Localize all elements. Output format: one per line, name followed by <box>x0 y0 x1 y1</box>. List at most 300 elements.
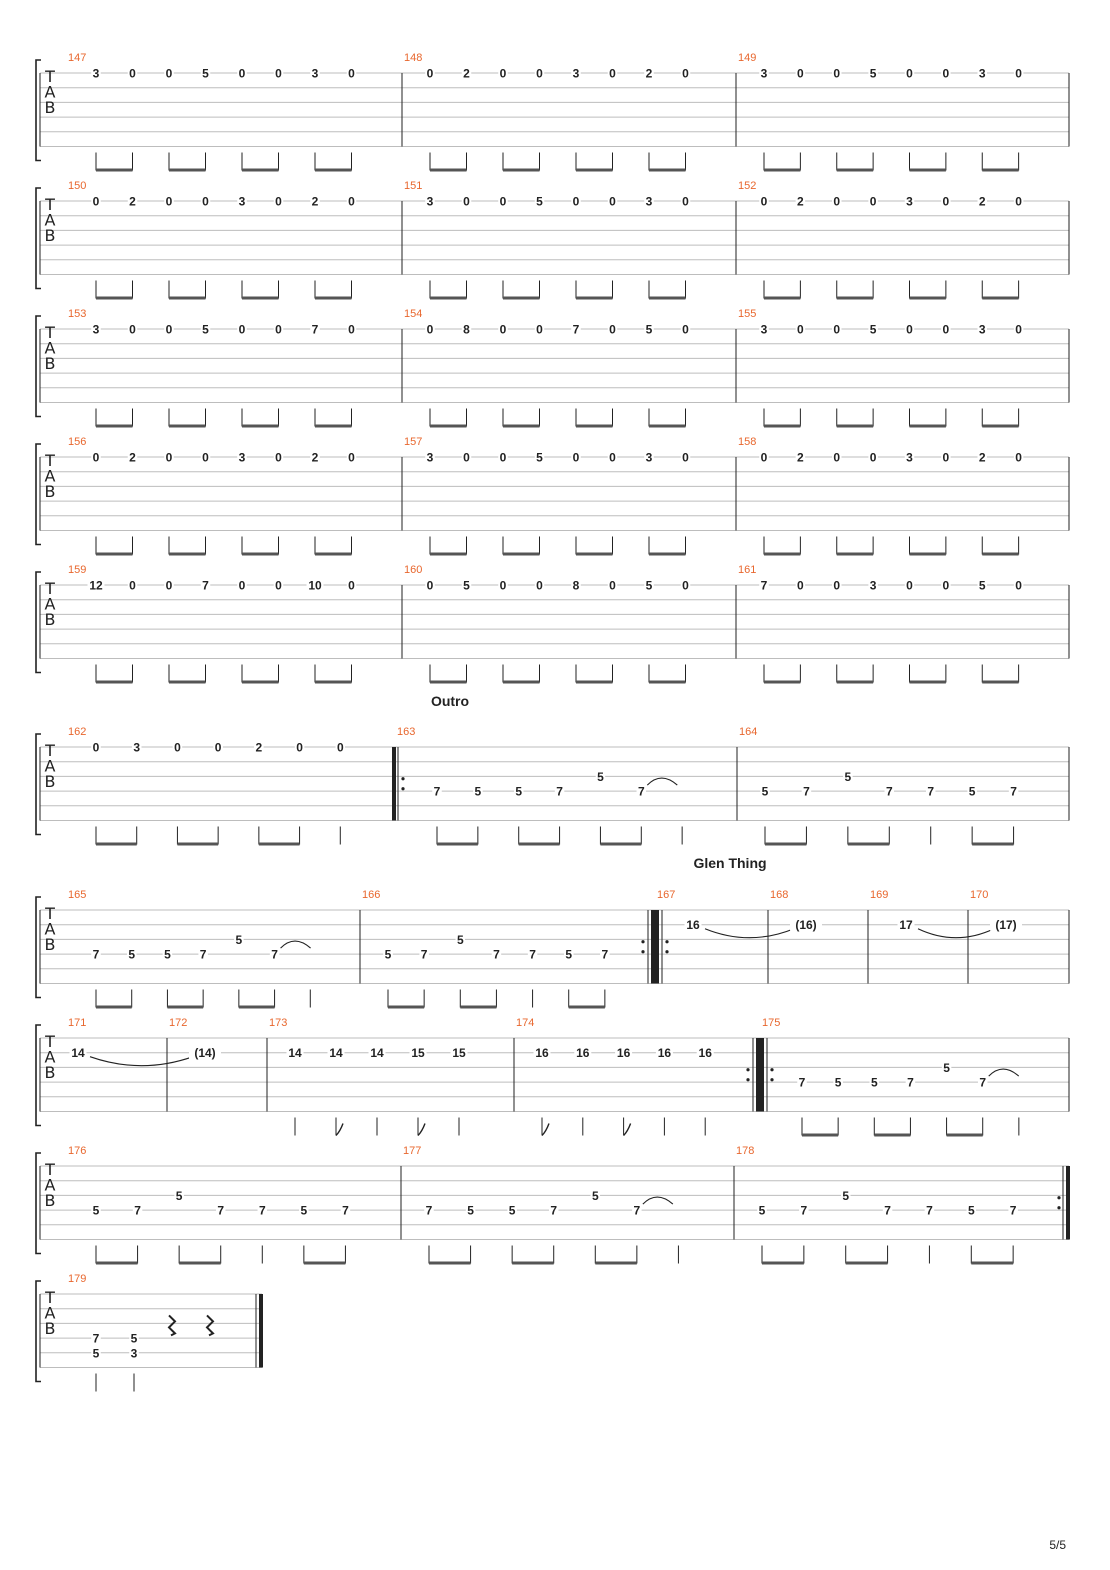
fret-number: 0 <box>869 194 877 209</box>
tie-arc <box>643 1197 673 1204</box>
beam <box>802 1134 838 1137</box>
measure-number: 147 <box>68 52 87 64</box>
measure-number: 159 <box>68 564 87 576</box>
fret-number: 3 <box>869 578 877 593</box>
fret-number: 0 <box>238 322 246 337</box>
fret-number: 0 <box>92 740 100 755</box>
fret-number: 7 <box>199 947 207 962</box>
fret-number: 5 <box>645 322 653 337</box>
measure-number: 148 <box>404 52 423 64</box>
fret-number: 0 <box>797 66 804 81</box>
beam <box>837 169 873 172</box>
tab-clef-letter: T <box>45 579 55 598</box>
beam <box>169 169 206 172</box>
fret-number: 14 <box>370 1046 384 1061</box>
fret-number: 0 <box>833 66 841 81</box>
beam <box>242 553 279 556</box>
fret-number: 16 <box>535 1046 549 1061</box>
repeat-dot <box>401 777 404 780</box>
fret-number: 5 <box>834 1075 842 1090</box>
fret-number: 0 <box>609 66 616 81</box>
fret-number: 5 <box>175 1188 183 1203</box>
beam <box>764 425 800 428</box>
fret-number: 5 <box>235 932 243 947</box>
fret-number: 7 <box>311 322 319 337</box>
measure-number: 161 <box>738 564 757 576</box>
beam <box>430 169 467 172</box>
fret-number: 7 <box>907 1075 914 1090</box>
section-label: Outro <box>430 693 470 709</box>
fret-number: 0 <box>1015 66 1022 81</box>
tab-clef-letter: A <box>44 466 56 486</box>
fret-number: 0 <box>572 194 580 209</box>
beam <box>96 1262 138 1265</box>
measure-number: 157 <box>404 436 423 448</box>
fret-number: 0 <box>833 578 841 593</box>
fret-number: 2 <box>129 194 136 209</box>
fret-number: 2 <box>797 450 804 465</box>
tab-clef-letter: A <box>44 594 56 614</box>
fret-number: 5 <box>597 769 604 784</box>
fret-number: 5 <box>92 1203 100 1218</box>
tab-clef-letter: A <box>44 1047 56 1067</box>
repeat-dot <box>641 950 644 953</box>
beam <box>837 297 873 300</box>
fret-number: 0 <box>609 578 616 593</box>
fret-number: 7 <box>884 1203 891 1218</box>
beam <box>169 553 206 556</box>
fret-number: 7 <box>798 1075 806 1090</box>
fret-number: 12 <box>89 578 103 593</box>
measure-number: 164 <box>739 726 758 738</box>
fret-number: 0 <box>536 66 543 81</box>
fret-number: 7 <box>572 322 580 337</box>
fret-number: 0 <box>202 450 209 465</box>
beam <box>315 425 352 428</box>
fret-number: 8 <box>572 578 580 593</box>
beam <box>460 1006 496 1009</box>
fret-number: 0 <box>463 450 470 465</box>
fret-number: 0 <box>165 194 173 209</box>
fret-number: 5 <box>508 1203 516 1218</box>
tab-clef-letter: B <box>44 226 56 245</box>
measure-number: 169 <box>870 889 889 901</box>
fret-number: 3 <box>133 740 141 755</box>
measure-number: 170 <box>970 889 989 901</box>
tab-clef-letter: T <box>45 323 55 342</box>
beam <box>910 169 946 172</box>
tab-system <box>36 726 1069 846</box>
beam <box>576 425 613 428</box>
fret-number: 0 <box>129 66 136 81</box>
fret-number: 7 <box>800 1203 808 1218</box>
fret-number: 3 <box>645 450 653 465</box>
fret-number: 7 <box>420 947 428 962</box>
fret-number: 0 <box>348 578 355 593</box>
fret-number: 0 <box>426 578 434 593</box>
beam <box>430 553 467 556</box>
repeat-dot <box>746 1068 749 1071</box>
fret-number: (16) <box>795 918 817 933</box>
tab-system <box>36 564 1069 684</box>
beam <box>315 297 352 300</box>
repeat-dot <box>746 1078 749 1081</box>
beam <box>837 681 873 684</box>
fret-number: 7 <box>1010 784 1017 799</box>
beam <box>762 1262 804 1265</box>
fret-number: 0 <box>833 322 841 337</box>
tab-clef-letter: A <box>44 338 56 358</box>
fret-number: 0 <box>336 740 344 755</box>
fret-number: 7 <box>637 784 645 799</box>
fret-number: 0 <box>942 66 950 81</box>
fret-number: 7 <box>760 578 768 593</box>
fret-number: 0 <box>92 450 100 465</box>
fret-number: 7 <box>927 784 935 799</box>
fret-number: 7 <box>134 1203 141 1218</box>
fret-number: 5 <box>761 784 769 799</box>
beam <box>96 169 133 172</box>
beam <box>503 553 540 556</box>
fret-number: 0 <box>174 740 181 755</box>
fret-number: 5 <box>842 1188 850 1203</box>
tab-clef-letter: B <box>44 1191 56 1210</box>
repeat-dot <box>665 950 668 953</box>
fret-number: 0 <box>499 66 507 81</box>
fret-number: 10 <box>308 578 322 593</box>
quarter-rest <box>169 1315 175 1335</box>
quarter-rest <box>207 1315 213 1335</box>
tie-arc <box>90 1057 193 1066</box>
fret-number: 3 <box>92 66 100 81</box>
beam <box>167 1006 203 1009</box>
fret-number: 0 <box>499 194 507 209</box>
fret-number: 7 <box>885 784 893 799</box>
beam <box>576 553 613 556</box>
fret-number: 0 <box>1015 322 1022 337</box>
beam <box>910 553 946 556</box>
beam <box>837 553 873 556</box>
fret-number: 0 <box>906 578 913 593</box>
tab-clef-letter: B <box>44 1319 56 1338</box>
repeat-dot <box>401 787 404 790</box>
beam <box>982 297 1018 300</box>
beam <box>519 843 560 846</box>
fret-number: 0 <box>348 194 355 209</box>
fret-number: 7 <box>633 1203 641 1218</box>
tab-clef-letter: B <box>44 610 56 629</box>
beam <box>982 681 1018 684</box>
fret-number: 3 <box>906 194 913 209</box>
fret-number: 5 <box>870 1075 878 1090</box>
beam <box>239 1006 275 1009</box>
beam <box>503 169 540 172</box>
beam <box>169 681 206 684</box>
fret-number: 7 <box>926 1203 933 1218</box>
beam <box>846 1262 888 1265</box>
fret-number: 3 <box>645 194 653 209</box>
fret-number: 15 <box>452 1046 466 1061</box>
fret-number: 7 <box>529 947 536 962</box>
beam <box>848 843 889 846</box>
fret-number: 7 <box>803 784 810 799</box>
beam <box>576 297 613 300</box>
fret-number: 0 <box>275 322 282 337</box>
fret-number: 3 <box>760 322 768 337</box>
eighth-flag <box>336 1124 343 1136</box>
measure-number: 151 <box>404 180 423 192</box>
repeat-start-thick <box>392 747 396 821</box>
fret-number: 3 <box>92 322 100 337</box>
fret-number: 5 <box>645 578 653 593</box>
fret-number: 3 <box>906 450 913 465</box>
tab-system <box>36 889 1069 1009</box>
fret-number: 16 <box>657 1046 672 1061</box>
beam <box>910 681 946 684</box>
tab-clef-letter: T <box>45 1160 55 1179</box>
fret-number: 7 <box>92 1331 100 1346</box>
measure-number: 163 <box>397 726 416 738</box>
tie-arc <box>647 778 677 785</box>
fret-number: 2 <box>311 194 319 209</box>
repeat-end-thick <box>1066 1166 1070 1240</box>
measure-number: 165 <box>68 889 87 901</box>
tie-arc <box>989 1069 1019 1076</box>
beam <box>649 553 686 556</box>
fret-number: 2 <box>978 450 986 465</box>
fret-number: 0 <box>906 66 913 81</box>
measure-number: 179 <box>68 1273 87 1285</box>
measure-number: 156 <box>68 436 87 448</box>
fret-number: 7 <box>202 578 209 593</box>
fret-number: 0 <box>165 450 173 465</box>
beam <box>242 425 279 428</box>
measure-number: 154 <box>404 308 423 320</box>
fret-number: 0 <box>275 66 282 81</box>
fret-number: 0 <box>275 450 282 465</box>
tab-system <box>36 1145 1070 1265</box>
measure-number: 155 <box>738 308 757 320</box>
fret-number: 7 <box>258 1203 266 1218</box>
fret-number: 0 <box>348 322 355 337</box>
fret-number: 5 <box>463 578 470 593</box>
fret-number: 7 <box>92 947 100 962</box>
fret-number: 5 <box>92 1346 100 1361</box>
fret-number: 16 <box>686 918 700 933</box>
tab-clef-letter: B <box>44 354 56 373</box>
fret-number: 0 <box>869 450 877 465</box>
fret-number: 3 <box>426 194 434 209</box>
fret-number: 5 <box>869 66 877 81</box>
fret-number: 2 <box>311 450 319 465</box>
fret-number: 5 <box>968 784 976 799</box>
beam <box>649 425 686 428</box>
fret-number: 5 <box>384 947 392 962</box>
beam <box>169 297 206 300</box>
fret-number: 7 <box>601 947 609 962</box>
fret-number: 5 <box>515 784 523 799</box>
beam <box>242 169 279 172</box>
repeat-dot <box>770 1078 773 1081</box>
fret-number: 17 <box>899 918 913 933</box>
beam <box>429 1262 471 1265</box>
measure-number: 166 <box>362 889 381 901</box>
tie-arc <box>918 929 994 938</box>
fret-number: 7 <box>493 947 500 962</box>
fret-number: 0 <box>797 322 804 337</box>
fret-number: 0 <box>214 740 222 755</box>
beam <box>569 1006 605 1009</box>
page-number: 5/5 <box>1049 1538 1066 1552</box>
repeat-dot <box>770 1068 773 1071</box>
beam <box>576 169 613 172</box>
measure-number: 149 <box>738 52 757 64</box>
beam <box>503 297 540 300</box>
fret-number: 7 <box>217 1203 225 1218</box>
beam <box>765 843 806 846</box>
tab-system <box>36 180 1069 300</box>
tab-clef-letter: T <box>45 195 55 214</box>
tab-clef-letter: A <box>44 1303 56 1323</box>
fret-number: 0 <box>536 578 543 593</box>
fret-number: 5 <box>565 947 573 962</box>
measure-number: 162 <box>68 726 87 738</box>
fret-number: 3 <box>426 450 434 465</box>
fret-number: 0 <box>238 66 246 81</box>
beam <box>595 1262 637 1265</box>
fret-number: 14 <box>71 1046 85 1061</box>
measure-number: 178 <box>736 1145 755 1157</box>
fret-number: 0 <box>348 66 355 81</box>
beam <box>971 1262 1013 1265</box>
tab-clef-letter: T <box>45 67 55 86</box>
fret-number: 0 <box>499 578 507 593</box>
fret-number: 5 <box>967 1203 975 1218</box>
fret-number: 8 <box>463 322 470 337</box>
tab-system <box>36 436 1069 556</box>
fret-number: 5 <box>536 450 543 465</box>
fret-number: 16 <box>576 1046 590 1061</box>
beam <box>315 553 352 556</box>
beam <box>764 169 800 172</box>
fret-number: 0 <box>760 450 768 465</box>
fret-number: 0 <box>129 322 136 337</box>
fret-number: 0 <box>682 194 689 209</box>
fret-number: 0 <box>92 194 100 209</box>
fret-number: 0 <box>609 322 616 337</box>
fret-number: 0 <box>499 450 507 465</box>
fret-number: 0 <box>238 578 246 593</box>
measure-number: 150 <box>68 180 87 192</box>
beam <box>982 169 1018 172</box>
fret-number: 5 <box>300 1203 308 1218</box>
fret-number: 0 <box>682 578 689 593</box>
measure-number: 171 <box>68 1017 87 1029</box>
fret-number: 5 <box>943 1060 950 1075</box>
repeat-thick <box>756 1038 764 1112</box>
section-label: Glen Thing <box>693 855 767 871</box>
fret-number: 7 <box>979 1075 987 1090</box>
tab-system <box>36 1017 1069 1137</box>
fret-number: 0 <box>833 450 841 465</box>
fret-number: 7 <box>1009 1203 1017 1218</box>
repeat-dot <box>665 940 668 943</box>
fret-number: 0 <box>165 66 173 81</box>
beam <box>96 297 133 300</box>
eighth-flag <box>624 1124 631 1136</box>
fret-number: 7 <box>425 1203 433 1218</box>
beam <box>96 1006 132 1009</box>
tab-clef-letter: B <box>44 482 56 501</box>
fret-number: 3 <box>238 450 246 465</box>
beam <box>503 681 540 684</box>
tab-clef-letter: A <box>44 82 56 102</box>
tab-clef-letter: T <box>45 1032 55 1051</box>
fret-number: 0 <box>165 322 173 337</box>
beam <box>649 297 686 300</box>
beam <box>96 425 133 428</box>
beam <box>837 425 873 428</box>
fret-number: 7 <box>550 1203 558 1218</box>
eighth-flag <box>418 1124 425 1136</box>
fret-number: 5 <box>869 322 877 337</box>
fret-number: 0 <box>682 450 689 465</box>
eighth-flag <box>542 1124 549 1136</box>
beam <box>982 553 1018 556</box>
measure-number: 167 <box>657 889 676 901</box>
tab-clef-letter: T <box>45 741 55 760</box>
beam <box>764 681 800 684</box>
beam <box>430 681 467 684</box>
fret-number: 5 <box>591 1188 599 1203</box>
final-barline-thick <box>259 1294 263 1368</box>
fret-number: 0 <box>463 194 470 209</box>
tab-clef-letter: B <box>44 1063 56 1082</box>
measure-number: 158 <box>738 436 757 448</box>
fret-number: 14 <box>329 1046 343 1061</box>
repeat-dot <box>1057 1196 1060 1199</box>
beam <box>169 425 206 428</box>
fret-number: 15 <box>411 1046 425 1061</box>
measure-number: 153 <box>68 308 87 320</box>
beam <box>315 681 352 684</box>
repeat-thick <box>651 910 659 984</box>
beam <box>177 843 218 846</box>
tie-arc <box>705 929 794 938</box>
fret-number: 2 <box>645 66 653 81</box>
fret-number: 0 <box>426 322 434 337</box>
fret-number: 0 <box>202 194 209 209</box>
beam <box>600 843 641 846</box>
fret-number: 0 <box>1015 194 1022 209</box>
fret-number: 5 <box>978 578 986 593</box>
fret-number: 0 <box>129 578 136 593</box>
measure-number: 160 <box>404 564 423 576</box>
beam <box>430 425 467 428</box>
fret-number: (14) <box>194 1046 216 1061</box>
fret-number: 0 <box>165 578 173 593</box>
beam <box>96 681 133 684</box>
beam <box>304 1262 346 1265</box>
beam <box>947 1134 983 1137</box>
beam <box>512 1262 554 1265</box>
fret-number: 0 <box>536 322 543 337</box>
fret-number: 3 <box>238 194 246 209</box>
beam <box>982 425 1018 428</box>
fret-number: 5 <box>130 1331 138 1346</box>
tab-system <box>36 52 1069 172</box>
beam <box>910 297 946 300</box>
